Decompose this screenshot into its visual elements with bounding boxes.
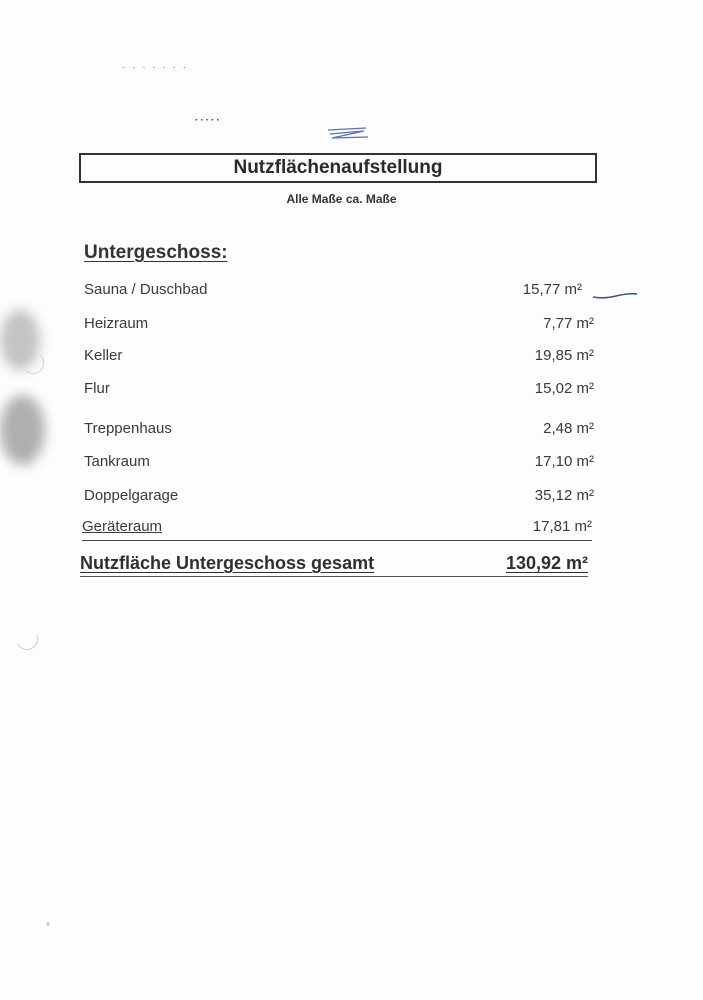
area-row-label: Heizraum bbox=[84, 315, 149, 332]
total-value: 130,92 m² bbox=[505, 553, 588, 573]
area-row-value: 15,02 m² bbox=[534, 380, 594, 397]
pen-mark-icon bbox=[592, 290, 638, 300]
scan-artifact-dots: ····· bbox=[195, 115, 222, 126]
area-row-label: Doppelgarage bbox=[84, 487, 179, 504]
area-row-label: Treppenhaus bbox=[84, 420, 172, 437]
area-row-value: 19,85 m² bbox=[534, 347, 594, 364]
total-underline bbox=[80, 576, 588, 577]
punch-hole bbox=[22, 352, 44, 374]
scan-artifact-dots: · · · · · · · bbox=[122, 62, 188, 73]
area-row-label: Keller bbox=[84, 347, 123, 364]
area-row bbox=[84, 453, 594, 475]
area-row-label: Geräteraum bbox=[82, 518, 163, 535]
punch-hole bbox=[13, 625, 41, 653]
area-row bbox=[84, 281, 594, 303]
area-row bbox=[84, 487, 594, 509]
area-row-label: Tankraum bbox=[84, 453, 150, 470]
area-row-label: Sauna / Duschbad bbox=[84, 281, 208, 298]
scan-artifact-dots: ° bbox=[46, 922, 52, 933]
section-heading: Untergeschoss: bbox=[84, 242, 228, 263]
total-label: Nutzfläche Untergeschoss gesamt bbox=[80, 553, 375, 573]
area-row bbox=[84, 380, 594, 402]
pen-mark-icon bbox=[326, 126, 370, 140]
document-subtitle: Alle Maße ca. Maße bbox=[286, 192, 397, 206]
area-row-value: 17,10 m² bbox=[534, 453, 594, 470]
title-box bbox=[79, 153, 597, 183]
area-row-value: 35,12 m² bbox=[534, 487, 594, 504]
area-row-label: Flur bbox=[84, 380, 110, 397]
document-title: Nutzflächenaufstellung bbox=[233, 157, 443, 178]
area-row-value: 2,48 m² bbox=[543, 420, 594, 437]
area-row-value: 7,77 m² bbox=[543, 315, 594, 332]
area-row bbox=[82, 518, 592, 541]
area-row bbox=[84, 420, 594, 442]
area-row bbox=[84, 315, 594, 337]
area-row bbox=[84, 347, 594, 369]
area-row-value: 17,81 m² bbox=[532, 518, 592, 535]
scan-smudge bbox=[0, 395, 45, 465]
area-row-value: 15,77 m² bbox=[522, 281, 582, 298]
